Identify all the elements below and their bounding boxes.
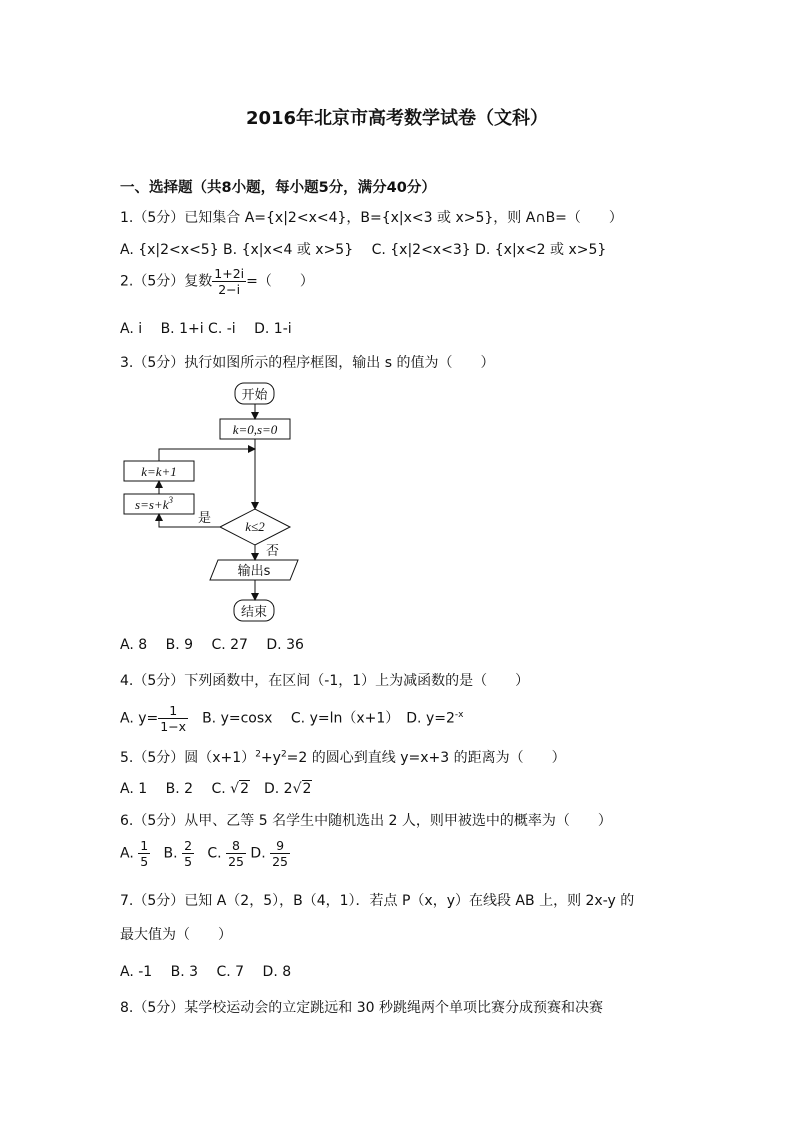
flow-start-label: 开始: [241, 388, 268, 403]
q6-a-num: 1: [140, 838, 149, 853]
q5-sup-2: 2: [280, 749, 287, 760]
flow-end-label: 结束: [240, 605, 268, 620]
q5-option-c-sqrt: √2: [230, 781, 249, 797]
flow-output-label: 输出s: [237, 564, 271, 579]
q2-options: A. i B. 1+i C. -i D. 1-i: [120, 321, 292, 337]
q6-option-b-label: B.: [163, 845, 178, 862]
q4-options-rest: B. y=cosx C. y=ln（x+1） D. y=2: [188, 710, 455, 727]
q4-a-denominator: 1−x: [160, 719, 187, 734]
q3-options: A. 8 B. 9 C. 27 D. 36: [120, 637, 304, 653]
q5-c-radicand: 2: [240, 781, 249, 797]
q2-suffix: =（ ）: [246, 273, 314, 290]
q5-option-d-sqrt: √2: [292, 781, 312, 797]
flow-arrow-loop-back: [159, 449, 255, 461]
q6-b-den: 5: [184, 854, 193, 869]
q6-option-d-fraction: [270, 838, 290, 869]
q5-stem: [120, 747, 566, 767]
flow-k-label: k=k+1: [141, 464, 177, 479]
q7-options: A. -1 B. 3 C. 7 D. 8: [120, 964, 292, 980]
q5-d-radicand: 2: [302, 781, 312, 797]
flow-s-power: 3: [168, 495, 173, 505]
q4-stem: 4.（5分）下列函数中，在区间（-1，1）上为减函数的是（ ）: [120, 673, 530, 689]
q4-exponent: -x: [454, 709, 464, 720]
q6-d-den: 25: [272, 854, 289, 869]
flow-s-label: [135, 495, 173, 512]
q8-stem-line1: 8.（5分）某学校运动会的立定跳远和 30 秒跳绳两个单项比赛分成预赛和决赛: [120, 1000, 603, 1016]
q4-option-a-prefix: A. y=: [120, 710, 159, 727]
q7-stem-line2: 最大值为（ ）: [120, 927, 232, 943]
q6-d-num: 9: [270, 838, 290, 854]
q6-option-a-label: A.: [120, 845, 134, 862]
page-title: 2016年北京市高考数学试卷（文科）: [245, 108, 549, 129]
flow-cond-label: k≤2: [245, 519, 265, 534]
q6-option-a-fraction: [138, 838, 150, 869]
q5-stem-b: +y: [260, 750, 281, 766]
q5-options-abc: A. 1 B. 2 C.: [120, 781, 231, 797]
q6-option-d-label: D.: [250, 845, 266, 862]
flow-yes-label: 是: [198, 511, 212, 526]
q2-prefix: 2.（5分）复数: [120, 273, 213, 290]
q5-sup-1: 2: [255, 749, 261, 760]
flow-init-label: k=0,s=0: [232, 422, 278, 437]
q4-option-a-fraction: [158, 703, 188, 734]
section-heading: 一、选择题（共8小题，每小题5分，满分40分）: [120, 180, 436, 196]
q4-a-numerator: 1: [158, 703, 188, 719]
q5-option-d: D. 2: [249, 781, 293, 797]
flow-no-label: 否: [266, 544, 280, 559]
q6-option-c-fraction: [226, 838, 246, 869]
q2-stem: [120, 266, 314, 297]
q5-stem-a: 5.（5分）圆（x+1）: [120, 750, 256, 766]
q6-c-num: 8: [226, 838, 246, 854]
q2-numerator: 1+2i: [214, 266, 245, 281]
q6-option-c-label: C.: [207, 845, 222, 862]
q1-stem: 1.（5分）已知集合 A={x|2<x<4}，B={x|x<3 或 x>5}，则 A∩B=（ ）: [120, 210, 623, 226]
q4-options: [120, 703, 463, 734]
q6-options: [120, 838, 290, 869]
q6-b-num: 2: [184, 838, 193, 853]
q6-c-den: 25: [228, 854, 244, 869]
q2-fraction: [212, 266, 246, 297]
q1-options: A. {x|2<x<5} B. {x|x<4 或 x>5} C. {x|2<x<3} D. {x|x<2 或 x>5}: [120, 242, 607, 258]
flow-s-expr: s=s+k: [135, 497, 169, 512]
q5-stem-c: =2 的圆心到直线 y=x+3 的距离为（ ）: [286, 750, 566, 766]
q2-denominator: 2−i: [218, 282, 241, 297]
q6-a-den: 5: [140, 854, 149, 869]
q3-stem: 3.（5分）执行如图所示的程序框图，输出 s 的值为（ ）: [120, 355, 495, 371]
q6-option-b-fraction: [182, 838, 194, 869]
q6-stem: 6.（5分）从甲、乙等 5 名学生中随机选出 2 人，则甲被选中的概率为（ ）: [120, 813, 612, 829]
q5-options: [120, 778, 312, 798]
q7-stem-line1: 7.（5分）已知 A（2，5），B（4，1）．若点 P（x，y）在线段 AB 上，则 2x-y 的: [120, 893, 635, 909]
flowchart: [115, 380, 315, 625]
